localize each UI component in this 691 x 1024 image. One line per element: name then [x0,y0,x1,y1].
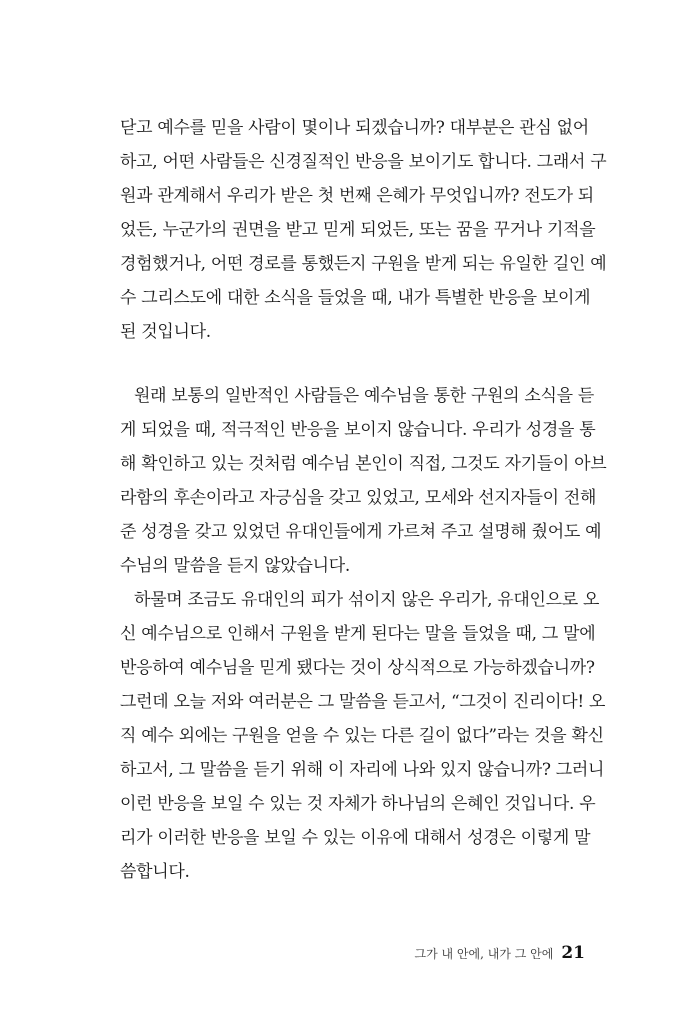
text-line: 하물며 조금도 유대인의 피가 섞이지 않은 우리가, 유대인으로 오 [134,590,600,610]
text-line: 직 예수 외에는 구원을 얻을 수 있는 다른 길이 없다”라는 것을 확신 [120,726,604,746]
text-line: 수님의 말씀을 듣지 않았습니다. [120,556,351,576]
text-line: 그런데 오늘 저와 여러분은 그 말씀을 듣고서, “그것이 진리이다! 오 [120,692,606,712]
text-line: 해 확인하고 있는 것처럼 예수님 본인이 직접, 그것도 자기들이 아브 [120,454,607,474]
text-line: 게 되었을 때, 적극적인 반응을 보이지 않습니다. 우리가 성경을 통 [120,420,596,440]
text-line: 된 것입니다. [120,322,211,342]
text-line: 하고서, 그 말씀을 듣기 위해 이 자리에 나와 있지 않습니까? 그러니 [120,760,605,780]
text-line: 반응하여 예수님을 믿게 됐다는 것이 상식적으로 가능하겠습니까? [120,658,595,678]
text-line: 하고, 어떤 사람들은 신경질적인 반응을 보이기도 합니다. 그래서 구 [120,152,607,172]
text-line: 었든, 누군가의 권면을 받고 믿게 되었든, 또는 꿈을 꾸거나 기적을 [120,220,596,240]
text-line: 리가 이러한 반응을 보일 수 있는 이유에 대해서 성경은 이렇게 말 [120,828,591,848]
page-number: 21 [561,943,585,963]
text-line: 준 성경을 갖고 있었던 유대인들에게 가르쳐 주고 설명해 줬어도 예 [120,522,602,542]
page-footer [415,943,585,963]
text-line: 원과 관계해서 우리가 받은 첫 번째 은혜가 무엇입니까? 전도가 되 [120,186,594,206]
text-line: 수 그리스도에 대한 소식을 들었을 때, 내가 특별한 반응을 보이게 [120,288,591,308]
text-line: 경험했거나, 어떤 경로를 통했든지 구원을 받게 되는 유일한 길인 예 [120,254,607,274]
running-title: 그가 내 안에, 내가 그 안에 [414,947,554,961]
text-line: 라함의 후손이라고 자긍심을 갖고 있었고, 모세와 선지자들이 전해 [120,488,597,508]
text-line: 신 예수님으로 인해서 구원을 받게 된다는 말을 들었을 때, 그 말에 [120,624,596,644]
text-line: 씀합니다. [120,862,190,882]
text-line: 이런 반응을 보일 수 있는 것 자체가 하나님의 은혜인 것입니다. 우 [120,794,596,814]
text-line: 원래 보통의 일반적인 사람들은 예수님을 통한 구원의 소식을 듣 [134,386,595,406]
text-line: 닫고 예수를 믿을 사람이 몇이나 되겠습니까? 대부분은 관심 없어 [120,118,589,138]
